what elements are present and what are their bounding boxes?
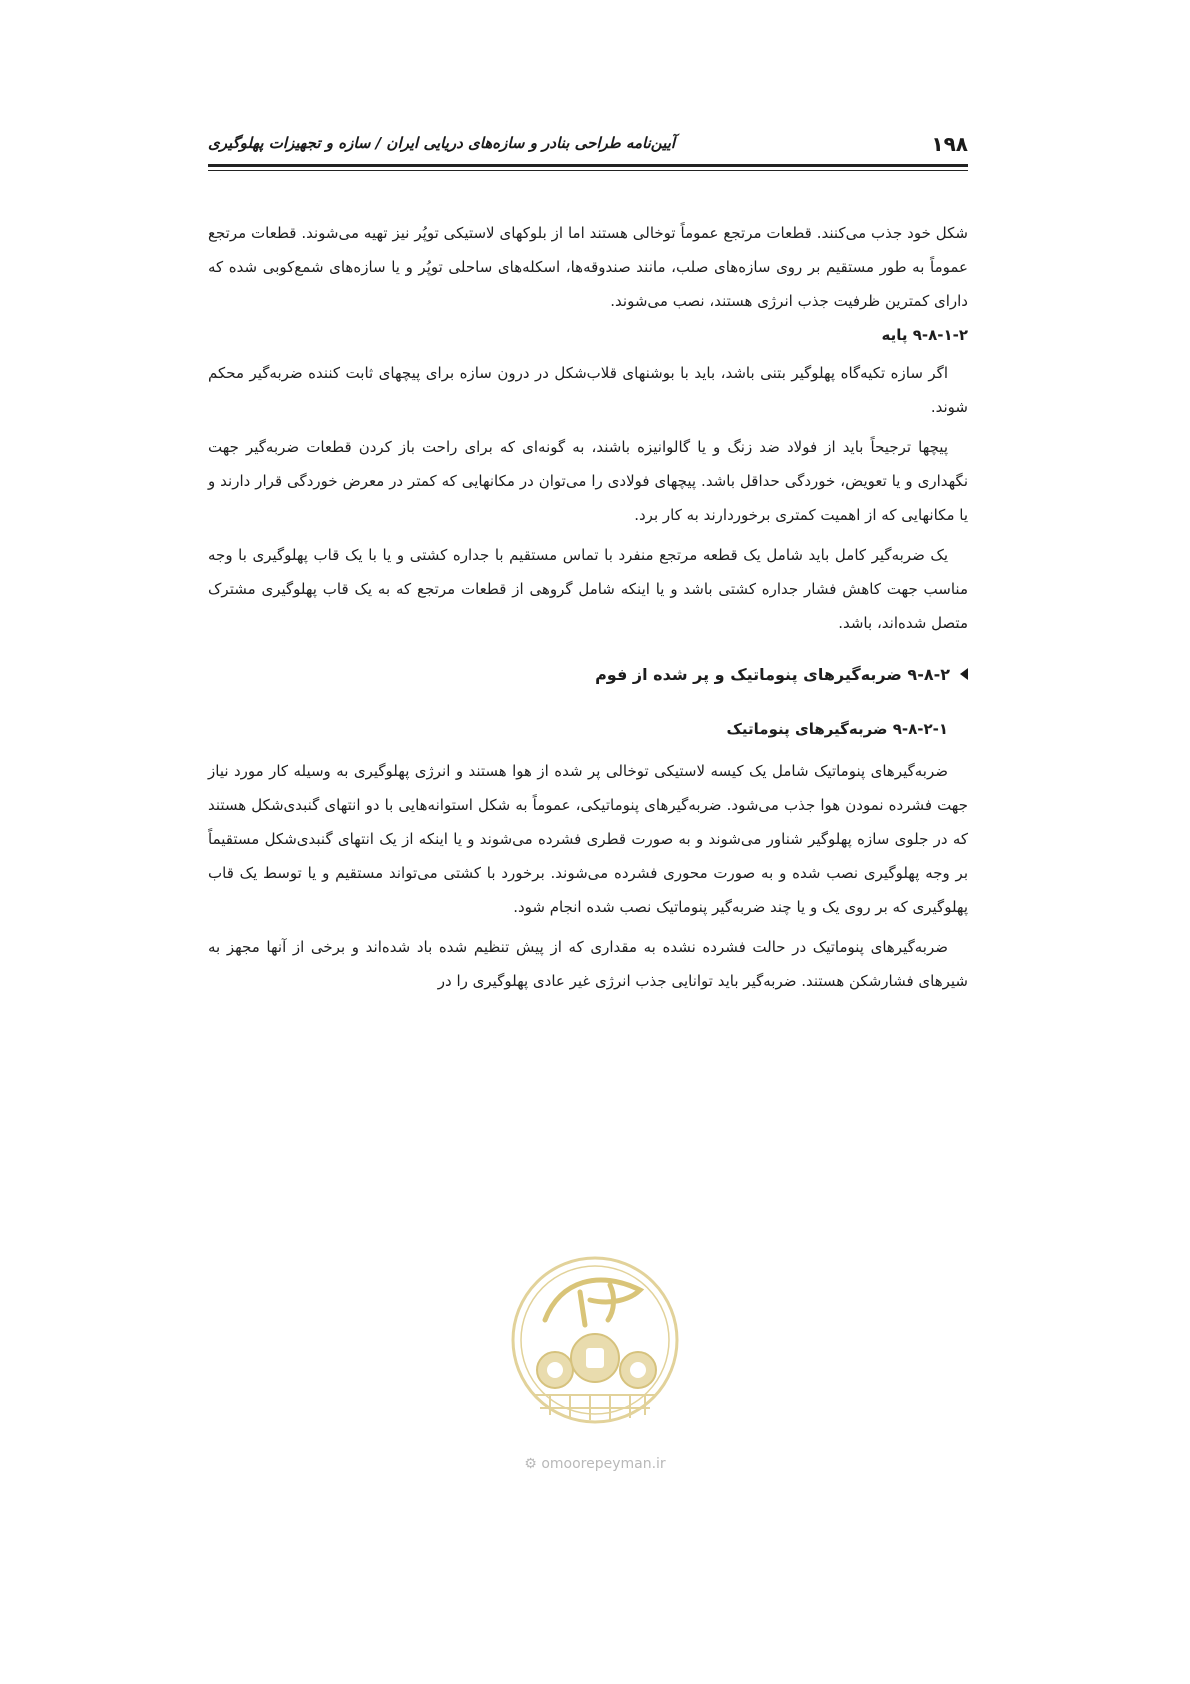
paragraph-6: ضربه‌گیرهای پنوماتیک در حالت فشرده نشده به مقداری که از پیش تنظیم شده باد شده‌اند و برخی از آنها مجهز به شیرهای فشارشکن هستند. ضربه‌گیر باید توانایی جذب انرژی غیر عادی پهلوگیری را در <box>208 938 968 990</box>
stamp-caption-text: omoorepeyman.ir <box>541 1456 666 1472</box>
body-content <box>208 216 968 998</box>
watermark-stamp <box>490 1250 700 1450</box>
page-number: ۱۹۸ <box>931 132 968 156</box>
header-rule-thin <box>208 170 968 171</box>
running-header <box>208 128 968 162</box>
stamp-logo-icon <box>490 1250 700 1450</box>
subheading-9-8-1-2: ۹-۸-۱-۲ پایه <box>881 326 968 344</box>
stamp-caption-icon: ⚙ <box>524 1456 542 1472</box>
paragraph-3: پیچها ترجیحاً باید از فولاد ضد زنگ و یا گالوانیزه باشند، به گونه‌ای که برای راحت باز کردن قطعات ضربه‌گیر جهت نگهداری و یا تعویض، خوردگی حداقل باشد. پیچهای فولادی را می‌توان در مکانهایی که کمتر در معرض خوردگی قرار دارند و یا مکانهایی که از اهمیت کمتری برخوردارند به کار برد. <box>208 438 968 524</box>
section-heading-9-8-2 <box>208 654 968 694</box>
stamp-caption <box>0 1456 1190 1472</box>
triangle-bullet-icon <box>960 668 968 680</box>
paragraph-5: ضربه‌گیرهای پنوماتیک شامل یک کیسه لاستیکی توخالی پر شده از هوا هستند و انرژی پهلوگیری به وسیله کار مورد نیاز جهت فشرده نمودن هوا جذب می‌شود. ضربه‌گیرهای پنوماتیکی، عموماً به شکل استوانه‌هایی با دو انتهای گنبدی‌شکل هستند که در جلوی سازه پهلوگیر شناور می‌شوند و به صورت قطری فشرده می‌شوند و یا اینکه از یک انتهای گنبدی‌شکل مستقیماً بر وجه پهلوگیری نصب شده و به صورت محوری فشرده می‌شوند. برخورد با کشتی می‌تواند مستقیم و یا توسط یک قاب پهلوگیری که بر روی یک و یا چند ضربه‌گیر پنوماتیک نصب شده انجام شود. <box>208 762 968 916</box>
paragraph-4: یک ضربه‌گیر کامل باید شامل یک قطعه مرتجع منفرد با تماس مستقیم با جداره کشتی و یا با یک قاب پهلوگیری با وجه مناسب جهت کاهش فشار جداره کشتی باشد و یا اینکه شامل گروهی از قطعات مرتجع که به یک قاب پهلوگیری مشترک متصل شده‌اند، باشد. <box>208 546 968 632</box>
header-title: آیین‌نامه طراحی بنادر و سازه‌های دریایی ایران / سازه و تجهیزات پهلوگیری <box>208 134 676 152</box>
paragraph-2: اگر سازه تکیه‌گاه پهلوگیر بتنی باشد، باید با بوشنهای قلاب‌شکل در درون سازه برای پیچهای ثابت کننده ضربه‌گیر محکم شوند. <box>208 364 968 416</box>
paragraph-1: شکل خود جذب می‌کنند. قطعات مرتجع عموماً توخالی هستند اما از بلوکهای لاستیکی توپُر نیز تهیه می‌شوند. قطعات مرتجع عموماً به طور مستقیم بر روی سازه‌های صلب، مانند صندوقه‌ها، اسکله‌های ساحلی توپُر و یا سازه‌های شمع‌کوبی شده که دارای کمترین ظرفیت جذب انرژی هستند، نصب می‌شوند. <box>208 224 968 310</box>
section-heading-label: ۹-۸-۲ ضربه‌گیرهای پنوماتیک و پر شده از فوم <box>595 664 950 684</box>
subheading-9-8-2-1: ۹-۸-۲-۱ ضربه‌گیرهای پنوماتیک <box>726 720 948 738</box>
header-rule-thick <box>208 164 968 167</box>
